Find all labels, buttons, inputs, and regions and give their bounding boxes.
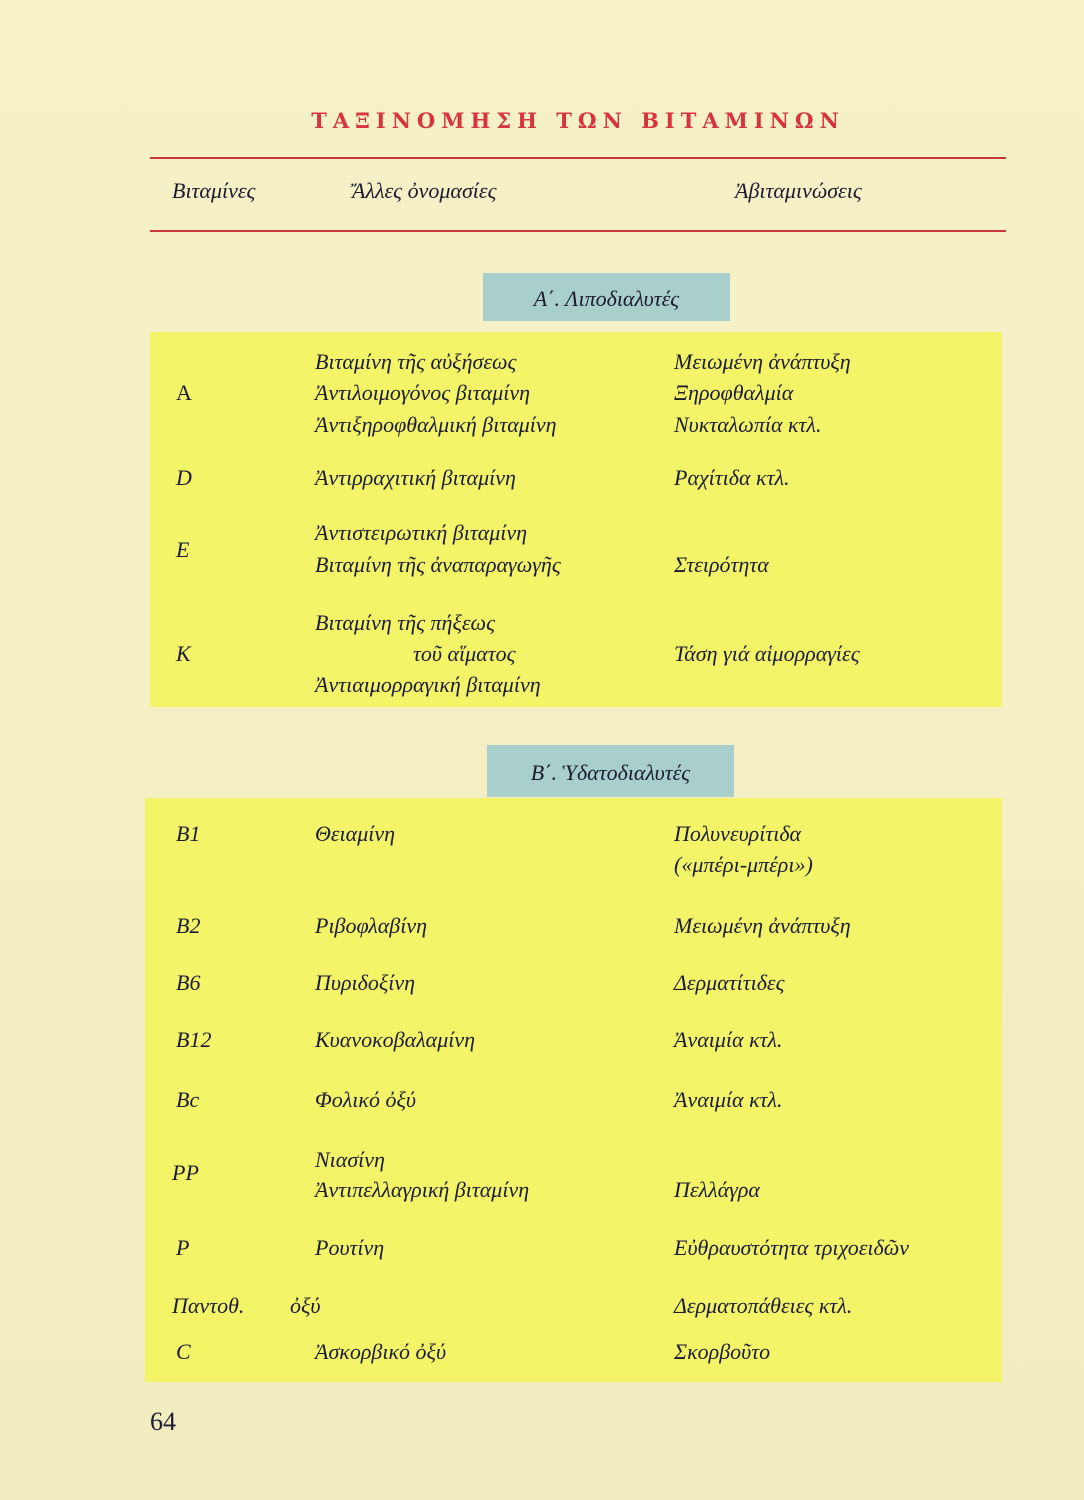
vitamin-a: A [176, 380, 192, 405]
vitamin-b6: B6 [176, 970, 201, 995]
name-p-1: Ρουτίνη [315, 1235, 385, 1260]
section-b-band: Β΄. Ὑδατοδιαλυτές [487, 745, 734, 797]
header-deficiencies: Ἀβιταμινώσεις [735, 178, 862, 203]
header-other-names: Ἄλλες ὀνομασίες [352, 178, 497, 203]
deficiency-e-1: Στειρότητα [674, 552, 769, 577]
deficiency-p-1: Εὐθραυστότητα τριχοειδῶν [674, 1235, 910, 1260]
name-k-1: Βιταμίνη τῆς πήξεως [315, 610, 496, 635]
deficiency-b1-1: Πολυνευρίτιδα [674, 821, 802, 846]
vitamin-p: P [176, 1235, 190, 1260]
vitamin-d: D [176, 465, 192, 490]
vitamin-e: E [176, 537, 190, 562]
name-bc-1: Φολικό ὀξύ [315, 1087, 416, 1112]
deficiency-c-1: Σκορβοῦτο [674, 1339, 771, 1364]
deficiency-pantoth-1: Δερματοπάθειες κτλ. [674, 1293, 853, 1318]
vitamin-pantoth: Παντοθ. [172, 1293, 245, 1318]
name-a-3: Ἀντιξηροφθαλμική βιταμίνη [315, 412, 557, 437]
vitamin-bc: Bc [176, 1087, 200, 1112]
deficiency-k-1: Τάση γιά αἱμορραγίες [674, 641, 860, 666]
name-k-2: τοῦ αἵματος [413, 641, 516, 666]
vitamin-b2: B2 [176, 913, 201, 938]
deficiency-b2-1: Μειωμένη ἀνάπτυξη [674, 913, 851, 938]
name-d-1: Ἀντιρραχιτική βιταμίνη [315, 465, 516, 490]
top-rule [150, 157, 1006, 159]
name-a-1: Βιταμίνη τῆς αὐξήσεως [315, 349, 517, 374]
vitamin-b1: B1 [176, 821, 201, 846]
name-a-2: Ἀντιλοιμογόνος βιταμίνη [315, 380, 531, 405]
section-a-band: Α΄. Λιποδιαλυτές [483, 273, 730, 321]
deficiency-bc-1: Ἀναιμία κτλ. [674, 1087, 783, 1112]
deficiency-pp-1: Πελλάγρα [674, 1177, 760, 1202]
deficiency-a-3: Νυκταλωπία κτλ. [674, 412, 822, 437]
name-b6-1: Πυριδοξίνη [315, 970, 416, 995]
name-pantoth-1: ὀξύ [290, 1293, 321, 1318]
deficiency-d-1: Ραχίτιδα κτλ. [674, 465, 790, 490]
name-pp-1: Νιασίνη [315, 1147, 385, 1172]
name-b2-1: Ριβοφλαβίνη [315, 913, 428, 938]
deficiency-b6-1: Δερματίτιδες [674, 970, 785, 995]
vitamin-k: K [176, 641, 191, 666]
name-b12-1: Κυανοκοβαλαμίνη [315, 1027, 476, 1052]
name-b1-1: Θειαμίνη [315, 821, 396, 846]
header-vitamins: Βιταμίνες [172, 178, 256, 203]
header-rule [150, 230, 1006, 232]
name-e-1: Ἀντιστειρωτική βιταμίνη [315, 520, 528, 545]
vitamin-b12: B12 [176, 1027, 212, 1052]
vitamin-c: C [176, 1339, 191, 1364]
name-pp-2: Ἀντιπελλαγρική βιταμίνη [315, 1177, 530, 1202]
deficiency-b1-2: («μπέρι-μπέρι») [674, 852, 813, 877]
deficiency-a-1: Μειωμένη ἀνάπτυξη [674, 349, 851, 374]
page-number: 64 [150, 1407, 176, 1436]
page-title: ΤΑΞΙΝΟΜΗΣΗ ΤΩΝ ΒΙΤΑΜΙΝΩΝ [311, 108, 845, 133]
name-k-3: Ἀντιαιμορραγική βιταμίνη [315, 672, 541, 697]
section-a-panel [150, 332, 1002, 707]
section-b-panel [145, 798, 1002, 1382]
vitamin-pp: PP [172, 1160, 199, 1185]
name-e-2: Βιταμίνη τῆς ἀναπαραγωγῆς [315, 552, 561, 577]
name-c-1: Ἀσκορβικό ὀξύ [315, 1339, 447, 1364]
deficiency-b12-1: Ἀναιμία κτλ. [674, 1027, 783, 1052]
deficiency-a-2: Ξηροφθαλμία [674, 380, 794, 405]
